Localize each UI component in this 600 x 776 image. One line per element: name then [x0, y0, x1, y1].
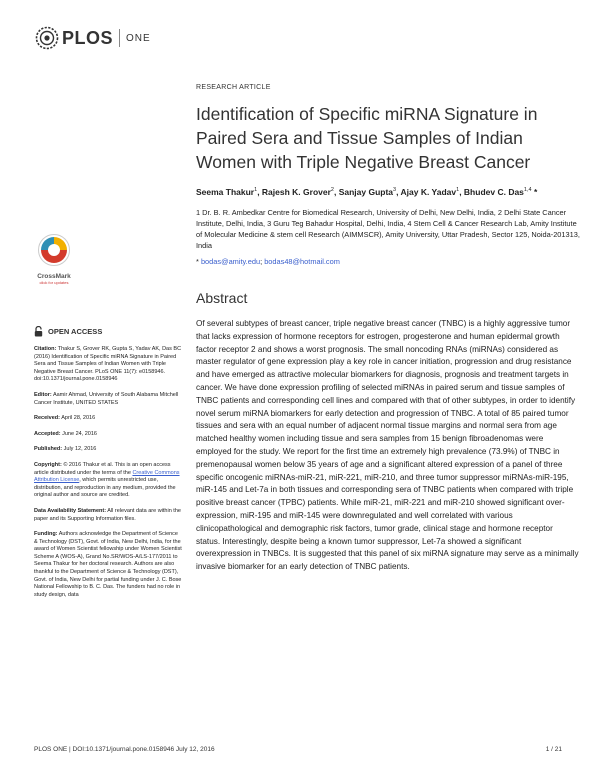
author-list	[196, 187, 586, 197]
citation: Citation: Thakur S, Grover RK, Gupta S, Yadav AK, Das BC (2016) Identification of Specific miRNA Signature in Paired Sera and Tissue Samples of Indian Women with Triple Negative Breast Cancer. PLoS ONE 11(7): e0158946. doi:10.1371/journal.pone.0158946	[34, 346, 182, 383]
abstract-body: Of several subtypes of breast cancer, triple negative breast cancer (TNBC) is a highly aggressive tumor that lacks expression of hormone receptors for estrogen, progesterone and human epidermal growth factor receptor 2 and shows a worst prognosis. The small noncoding RNAs (miRNAs) considered as master regulator of gene expression play a key role in cancer initiation, progression and drug resistance and have emerged as attractive molecular biomarkers for diagnosis, prognosis and treatment targets in cancer. We have done expression profiling of selected miRNAs in paired serum and tissue samples of TNBC patients and corresponding cell lines and compared with that of other subtypes, in order to identify novel serum miRNA biomarkers for early detection and progression of TNBC. A total of 85 paired tumor tissues and sera with an equal number of adjacent normal tissue margins and normal sera from age matched healthy women including tissue and sera samples from 15 benign fibroadenomas were employed for the study. We report for the first time an extremely high prevalence (73.9%) of TNBC in premenopausal women below 35 years of age and a significant altered expression of a panel of three specific oncogenic miRNAs-miR-21, miR-221, miR-210, and three tumor suppressor miRNAs-miR-195, miR-145 and Let-7a in both tissues and corresponding sera of TNBC patients when compared with triple positive breast cancer (TPBC) patients. While miR-21, miR-221 and miR-210 showed significant over-expression, miR-195 and miR-145 were downregulated and well correlated with various clinicopathological and demographic risk factors, tumor grade, clinical stage and hormone receptor status. Interestingly, despite being a known tumor suppressor, Let-7a showed a significant overexpression in TNBCs. It is suggested that this panel of six miRNA signature may serve as a minimally invasive biomarker for an early detection of TNBC patients.	[196, 319, 579, 572]
received-date: Received: April 28, 2016	[34, 415, 96, 422]
article-metadata-sidebar	[34, 346, 182, 607]
journal-name: ONE	[126, 32, 151, 44]
author[interactable]: Sanjay Gupta$^3$,	[338, 187, 401, 197]
article-type: RESEARCH ARTICLE	[196, 84, 271, 91]
corresponding-emails	[196, 257, 340, 266]
author[interactable]: Ajay K. Yadav$^1$,	[400, 187, 464, 197]
crossmark-sub: click for updates	[39, 280, 69, 285]
affiliations: 1 Dr. B. R. Ambedkar Centre for Biomedical Research, University of Delhi, New Delhi, India, 2 Delhi State Cancer Institute, Delhi, India, 3 Guru Teg Bahadur Hospital, Delhi, India, 4 Stem Cell & Cancer Research Lab, Amity Institute of Molecular Medicine & stem cell Research (AIMMSCR), Amity University, Uttar Pradesh, Sector 125, Noida-201313, India	[196, 208, 580, 250]
funding: Funding: Authors acknowledge the Department of Science & Technology (DST), Govt. of India, New Delhi, India, for the award of Women Scientist fellowship under Women Scientist Scheme A (WOS-A), Grand No.SR/WOS-A/LS-177/2011 to Seema Thakur for her doctoral research. Authors are also thankful to the Department of Science & Technology (DST), Govt. of India, New Delhi for partial funding under J. C. Bose National Fellowship to B. C. Das. The funders had no role in study design, data	[34, 531, 182, 598]
email-separator: ;	[260, 257, 265, 266]
crossmark-label: CrossMark	[37, 273, 71, 280]
author[interactable]: Rajesh K. Grover$^2$,	[261, 187, 339, 197]
crossmark-icon	[37, 233, 71, 267]
accepted-date: Accepted: June 24, 2016	[34, 430, 97, 437]
open-access-lock-icon	[34, 326, 43, 337]
page-number: 1 / 21	[545, 746, 562, 753]
brand-name: PLOS	[62, 27, 114, 48]
plos-one-logo[interactable]	[35, 26, 151, 50]
author[interactable]: Seema Thakur$^1$,	[196, 187, 262, 197]
email-link-2[interactable]: bodas48@hotmail.com	[264, 257, 340, 266]
data-availability: Data Availability Statement: All relevant data are within the paper and its Supporting Information files.	[34, 507, 181, 522]
crossmark-badge[interactable]	[34, 233, 74, 285]
license-link[interactable]: Creative Commons Attribution License	[34, 469, 180, 484]
plos-logo-icon	[35, 26, 59, 50]
editor: Editor: Aamir Ahmad, University of South Alabama Mitchell Cancer Institute, UNITED STATES	[34, 391, 179, 406]
email-prefix: *	[196, 257, 201, 266]
copyright: Copyright: © 2016 Thakur et al. This is an open access article distributed under the terms of the Creative Commons Attribution License, which permits unrestricted use, distribution, and reproduction in any medium, provided the original author and source are credited.	[34, 461, 180, 499]
abstract-heading: Abstract	[196, 290, 248, 306]
email-link-1[interactable]: bodas@amity.edu	[200, 257, 261, 266]
article-title: Identification of Specific miRNA Signature in Paired Sera and Tissue Samples of Indian Women with Triple Negative Breast Cancer	[196, 104, 538, 172]
published-date: Published: July 12, 2016	[34, 446, 97, 453]
open-access-label: OPEN ACCESS	[48, 327, 103, 336]
open-access-badge	[34, 326, 102, 337]
author[interactable]: Bhudev C. Das$^{1,4}$ *	[463, 187, 538, 197]
logo-divider	[119, 29, 120, 47]
footer-citation: PLOS ONE | DOI:10.1371/journal.pone.0158946 July 12, 2016	[34, 746, 215, 753]
